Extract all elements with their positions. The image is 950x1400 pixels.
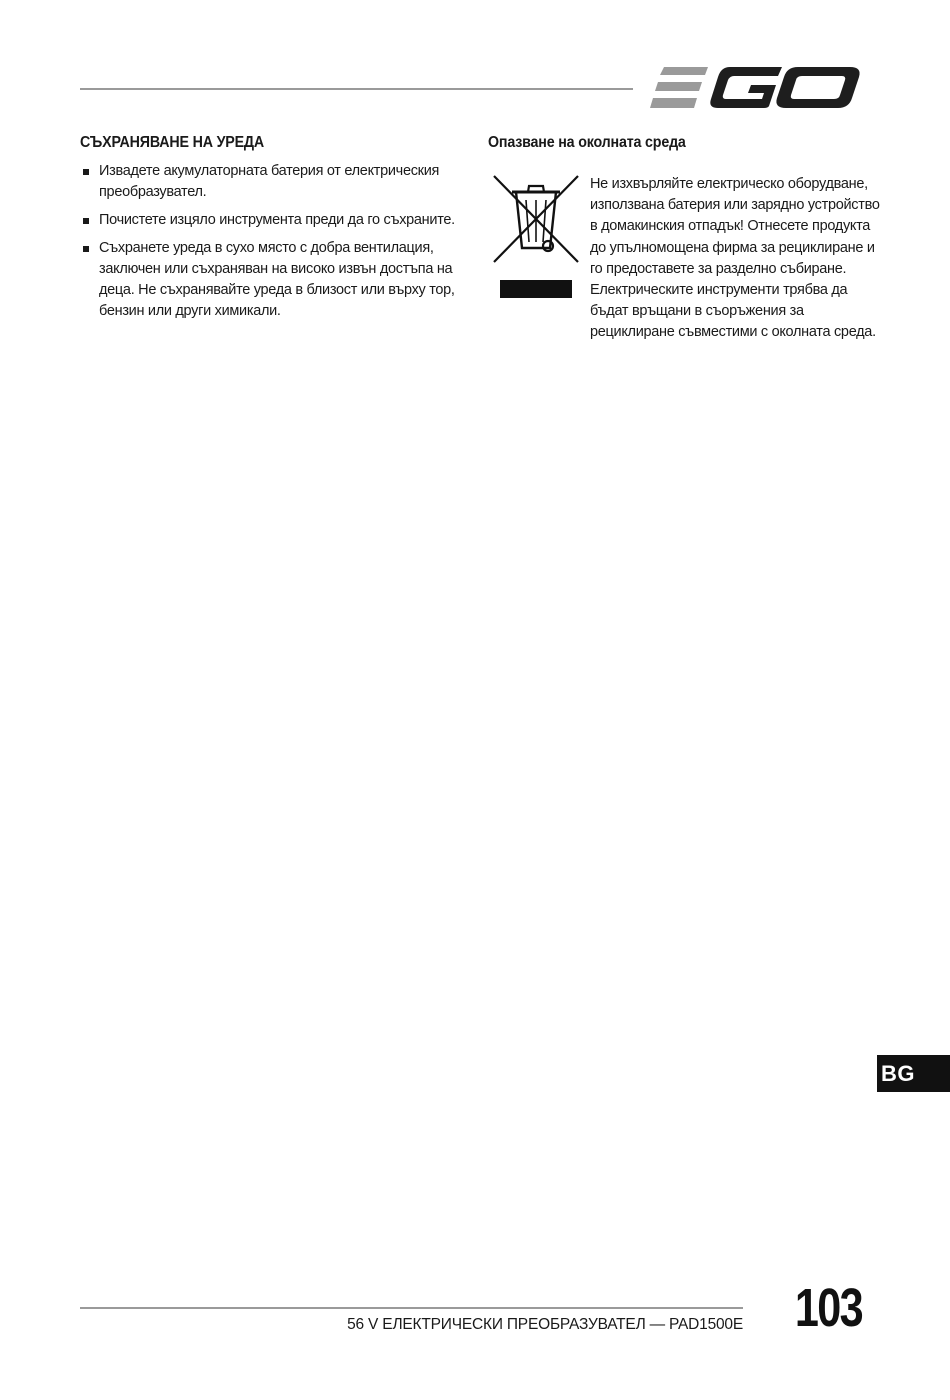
list-item-text: Извадете акумулаторната батерия от електрическия преобразувател.	[99, 163, 440, 200]
environment-section	[488, 134, 880, 341]
ego-logo-graphic	[650, 63, 862, 113]
page-number: 103	[794, 1278, 862, 1338]
square-bullet-icon	[83, 246, 89, 252]
environment-paragraph: Не изхвърляйте електрическо оборудване, използвана батерия или зарядно устройство в домакинския отпадък! Отнесете продукта до упълномощена фирма за рециклиране и го предоставете за разделно събиране. Електрическите инструменти трябва да бъдат връщани в съоръжения за рециклиране съвместими с околната среда.	[590, 176, 880, 341]
language-tab: BG	[877, 1055, 950, 1092]
list-item	[80, 238, 460, 322]
ego-logo	[650, 63, 862, 113]
footer-product-title: 56 V ЕЛЕКТРИЧЕСКИ ПРЕОБРАЗУВАТЕЛ — PAD1500E	[347, 1316, 743, 1333]
storage-section	[80, 134, 460, 329]
list-item	[80, 161, 460, 203]
crossed-out-wheelie-bin-icon	[492, 172, 580, 300]
environment-section-title: Опазване на околната среда	[488, 134, 686, 151]
list-item	[80, 210, 460, 231]
square-bullet-icon	[83, 218, 89, 224]
header-rule	[80, 88, 633, 90]
list-item-text: Почистете изцяло инструмента преди да го съхраните.	[99, 212, 455, 228]
list-item-text: Съхранете уреда в сухо място с добра вентилация, заключен или съхраняван на високо извън достъпа на деца. Не съхранявайте уреда в близост или върху тор, бензин или други химикали.	[99, 240, 455, 319]
storage-section-title: СЪХРАНЯВАНЕ НА УРЕДА	[80, 134, 265, 151]
footer-rule	[80, 1307, 743, 1309]
square-bullet-icon	[83, 169, 89, 175]
storage-bullet-list	[80, 161, 460, 322]
